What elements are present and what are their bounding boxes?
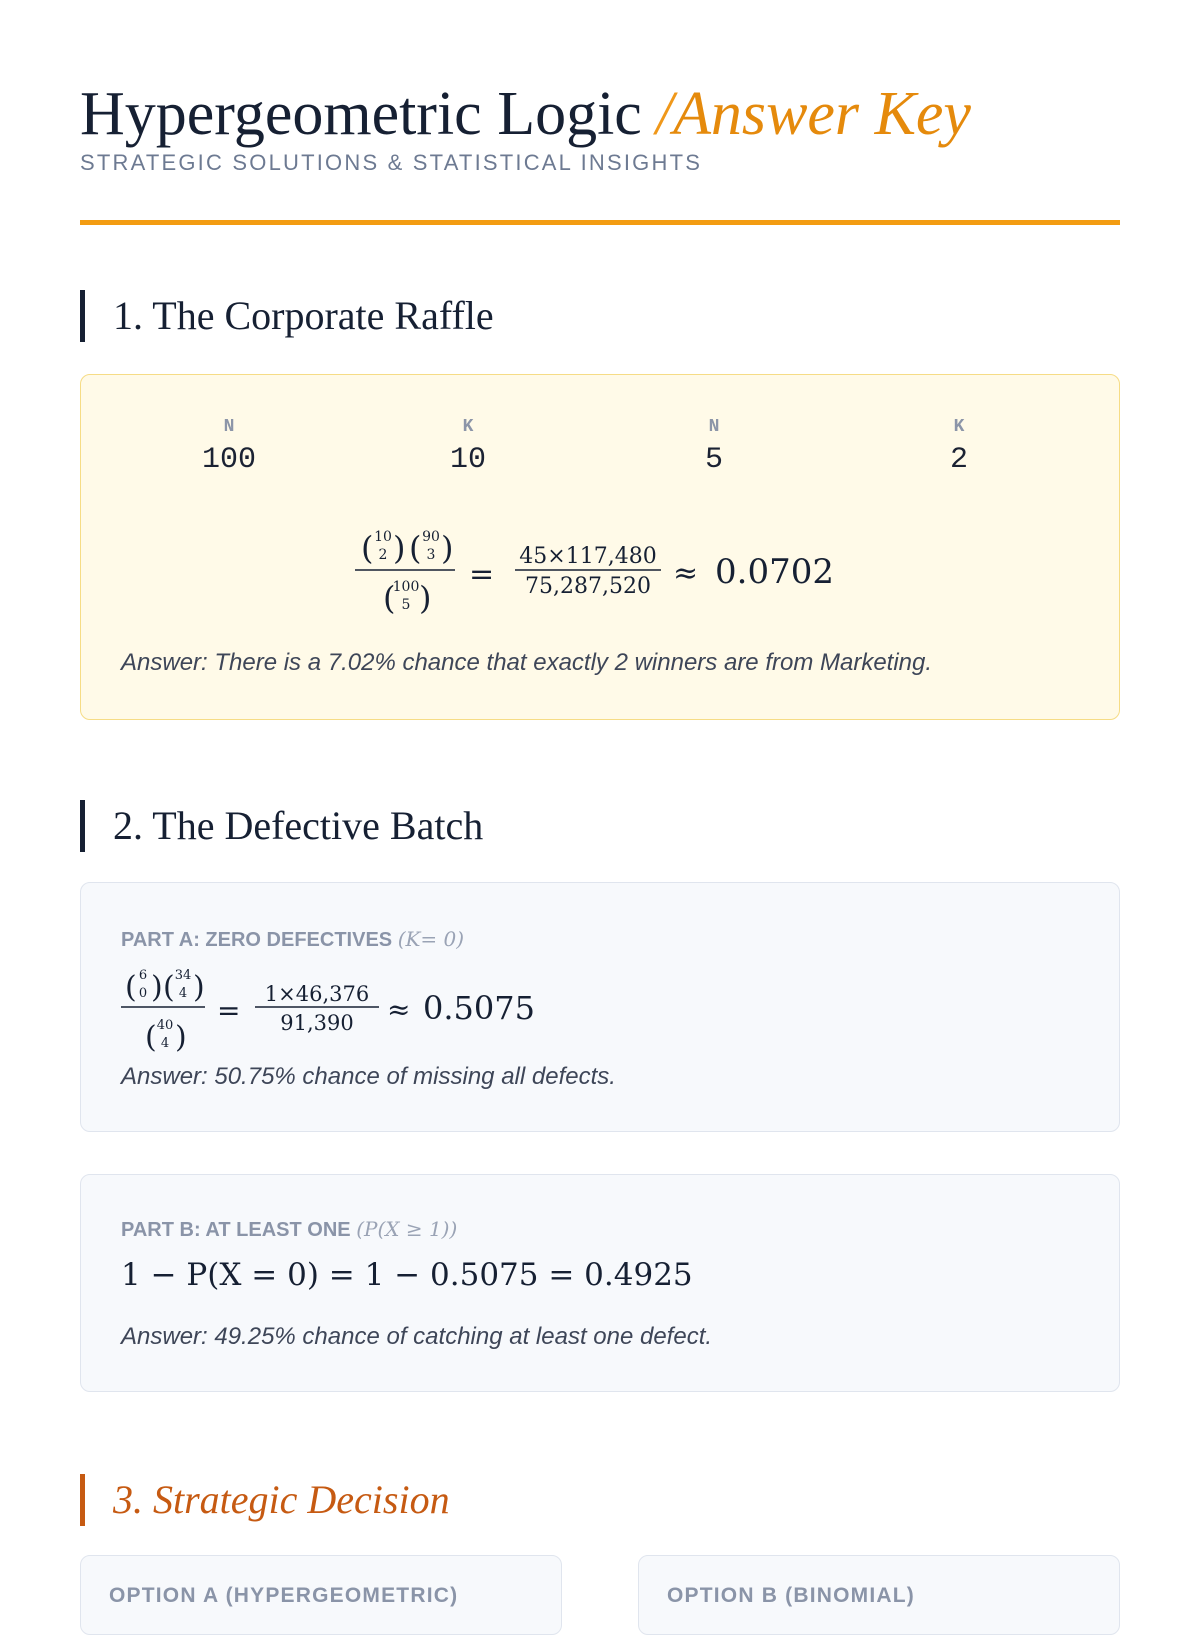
zero-defectives-formula [121,961,541,1061]
variable-label: K [953,417,965,437]
option-b-label: OPTION B (BINOMIAL) [667,1584,915,1607]
denominator: 75,287,520 [525,574,651,599]
section-title-strategic-decision: 3. Strategic Decision [80,1474,450,1526]
formula-result: 0.0702 [715,552,834,592]
svg-text:(: ( [361,529,374,567]
raffle-answer: Answer: There is a 7.02% chance that exactly 2 winners are from Marketing. [121,649,933,676]
binom-bottom: 0 [138,986,148,1001]
svg-text:(: ( [163,970,175,1005]
binom-top: 40 [156,1018,174,1033]
variable-label: N [708,417,720,437]
part-a-label [121,927,464,952]
svg-text:(: ( [125,970,137,1005]
binom-top: 100 [392,579,420,595]
part-a-answer: Answer: 50.75% chance of missing all defects. [121,1063,616,1090]
option-a-label: OPTION A (HYPERGEOMETRIC) [109,1584,459,1607]
binom-bottom: 4 [160,1036,170,1051]
svg-text:): ) [193,970,205,1005]
binom-top: 10 [374,529,392,545]
svg-text:): ) [393,529,406,567]
binom-top: 6 [138,968,148,983]
part-b-label-text: PART B: AT LEAST ONE [121,1219,351,1241]
raffle-probability-formula [351,523,851,623]
svg-text:): ) [175,1020,187,1055]
variable-draws [644,417,784,477]
part-a-card [80,882,1120,1132]
variable-label: K [462,417,474,437]
section-title-defective-batch: 2. The Defective Batch [80,800,483,852]
part-a-label-text: PART A: ZERO DEFECTIVES [121,929,393,951]
svg-text:(: ( [383,579,396,617]
page-title [80,78,1120,150]
raffle-solution-card [80,374,1120,720]
binom-bottom: 5 [401,597,411,613]
binom-top: 34 [174,968,192,983]
option-b-card [638,1555,1120,1635]
approx-sign: ≈ [387,993,411,1026]
svg-text:): ) [151,970,163,1005]
binom-top: 90 [422,529,440,545]
variable-value: 10 [449,443,486,477]
binom-bottom: 4 [178,986,188,1001]
title-main: Hypergeometric Logic [80,80,642,148]
page-subtitle: STRATEGIC SOLUTIONS & STATISTICAL INSIGHTS [80,150,703,175]
title-slash: / [655,80,674,148]
binom-bottom: 3 [426,547,436,563]
at-least-one-formula: 1 − P(X = 0) = 1 − 0.5075 = 0.4925 [121,1257,693,1293]
equals-sign: = [469,557,495,592]
numerator: 45×117,480 [519,544,657,569]
variable-observed-successes [889,417,1029,477]
part-a-label-math: (K= 0) [397,927,465,951]
title-accent: Answer Key [673,80,971,148]
variable-population-size [159,417,299,477]
denominator: 91,390 [280,1011,354,1035]
svg-text:(: ( [409,529,422,567]
svg-text:(: ( [145,1020,157,1055]
svg-text:): ) [441,529,454,567]
variable-value: 2 [949,443,968,477]
part-b-label [121,1217,457,1242]
option-a-card [80,1555,562,1635]
variable-value: 5 [704,443,723,477]
part-b-answer: Answer: 49.25% chance of catching at least one defect. [121,1323,713,1350]
svg-text:): ) [419,579,432,617]
formula-result: 0.5075 [423,989,535,1027]
part-b-card [80,1174,1120,1392]
page-header [80,78,1120,175]
approx-sign: ≈ [673,556,699,591]
variable-success-states [398,417,538,477]
variable-value: 100 [201,443,256,477]
section-title-corporate-raffle: 1. The Corporate Raffle [80,290,494,342]
binom-bottom: 2 [378,547,388,563]
variable-label: N [223,417,235,437]
part-b-label-math: (P(X ≥ 1)) [356,1217,458,1241]
numerator: 1×46,376 [264,982,370,1006]
header-divider [80,220,1120,225]
equals-sign: = [217,994,241,1027]
